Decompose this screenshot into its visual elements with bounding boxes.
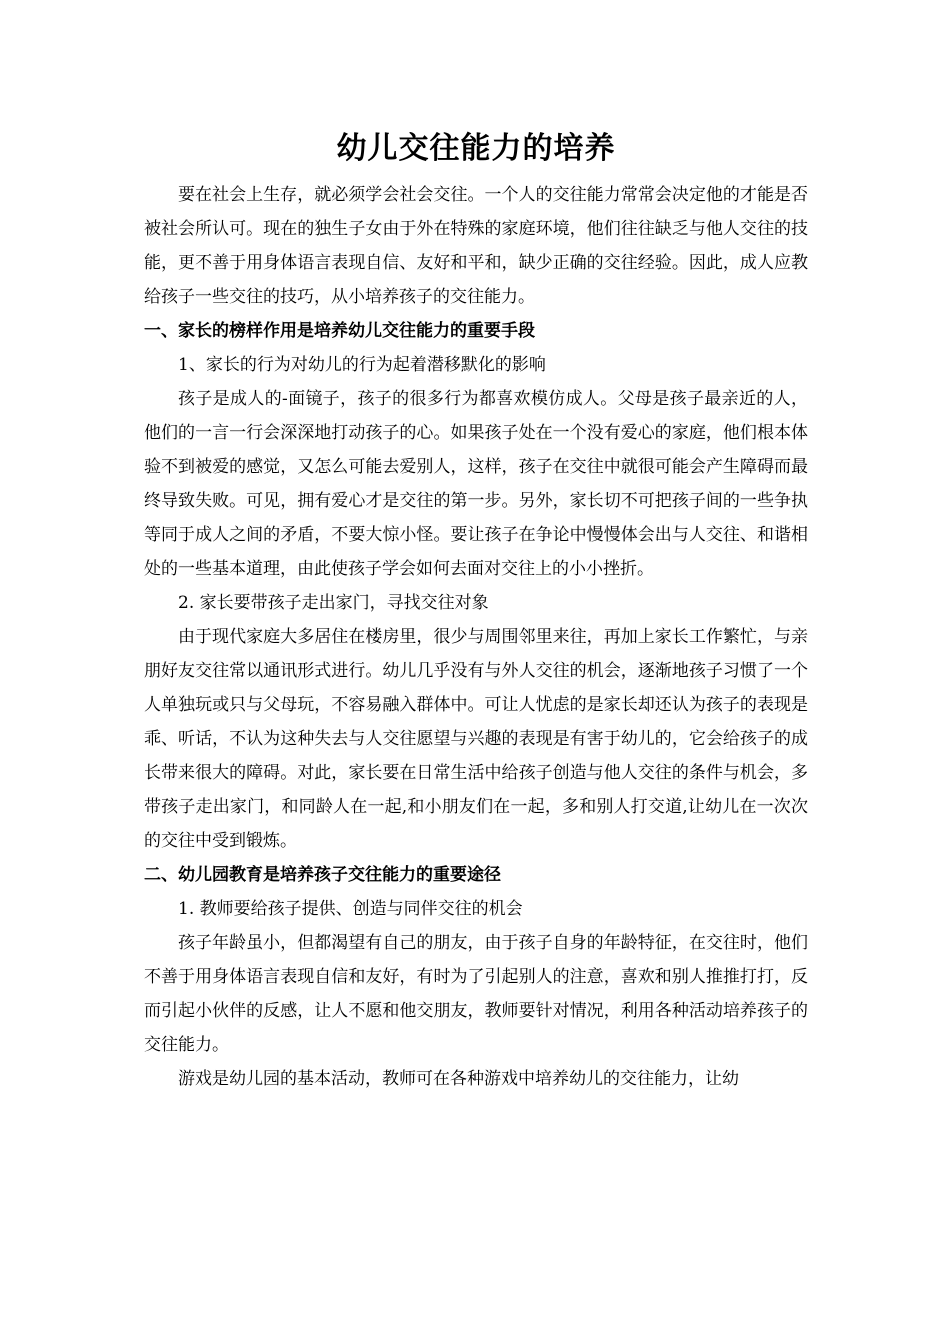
document-title: 幼儿交往能力的培养 bbox=[336, 131, 616, 166]
intro-paragraph: 要在社会上生存，就必须学会社会交往。一个人的交往能力常常会决定他的才能是否被社会所认可。现在的独生子女由于外在特殊的家庭环境，他们往往缺乏与他人交往的技能，更不善于用身体语言表现自信、友好和平和，缺少正确的交往经验。因此，成人应教给孩子一些交往的技巧，从小培养孩子的交往能力。 bbox=[144, 185, 808, 307]
section-2-paragraph-2: 游戏是幼儿园的基本活动，教师可在各种游戏中培养幼儿的交往能力，让幼 bbox=[178, 1069, 739, 1089]
section-1-heading: 一、家长的榜样作用是培养幼儿交往能力的重要手段 bbox=[144, 321, 535, 341]
section-2-paragraph-1: 孩子年龄虽小，但都渴望有自己的朋友，由于孩子自身的年龄特征，在交往时，他们不善于用身体语言表现自信和友好，有时为了引起别人的注意，喜欢和别人推推打打，反而引起小伙伴的反感，让人不愿和他交朋友，教师要针对情况，利用各种活动培养孩子的交往能力。 bbox=[144, 933, 808, 1055]
document-page bbox=[144, 120, 808, 1096]
section-2-subheading-1: 1. 教师要给孩子提供、创造与同伴交往的机会 bbox=[178, 899, 523, 919]
section-1-paragraph-2: 由于现代家庭大多居住在楼房里，很少与周围邻里来往，再加上家长工作繁忙，与亲朋好友交往常以通讯形式进行。幼儿几乎没有与外人交往的机会，逐渐地孩子习惯了一个人单独玩或只与父母玩，不容易融入群体中。可让人忧虑的是家长却还认为孩子的表现是乖、听话，不认为这种失去与人交往愿望与兴趣的表现是有害于幼儿的，它会给孩子的成长带来很大的障碍。对此，家长要在日常生活中给孩子创造与他人交往的条件与机会，多带孩子走出家门，和同龄人在一起,和小朋友们在一起，多和别人打交道,让幼儿在一次次的交往中受到锻炼。 bbox=[144, 627, 808, 851]
section-1-subheading-2: 2. 家长要带孩子走出家门，寻找交往对象 bbox=[178, 593, 489, 613]
section-1-subheading-1: 1、家长的行为对幼儿的行为起着潜移默化的影响 bbox=[178, 355, 546, 375]
section-1-paragraph-1: 孩子是成人的-面镜子，孩子的很多行为都喜欢模仿成人。父母是孩子最亲近的人，他们的一言一行会深深地打动孩子的心。如果孩子处在一个没有爱心的家庭，他们根本体验不到被爱的感觉，又怎么可能去爱别人，这样，孩子在交往中就很可能会产生障碍而最终导致失败。可见，拥有爱心才是交往的第一步。另外，家长切不可把孩子间的一些争执等同于成人之间的矛盾，不要大惊小怪。要让孩子在争论中慢慢体会出与人交往、和谐相处的一些基本道理，由此使孩子学会如何去面对交往上的小小挫折。 bbox=[144, 389, 808, 579]
section-2-heading: 二、幼儿园教育是培养孩子交往能力的重要途径 bbox=[144, 865, 501, 885]
